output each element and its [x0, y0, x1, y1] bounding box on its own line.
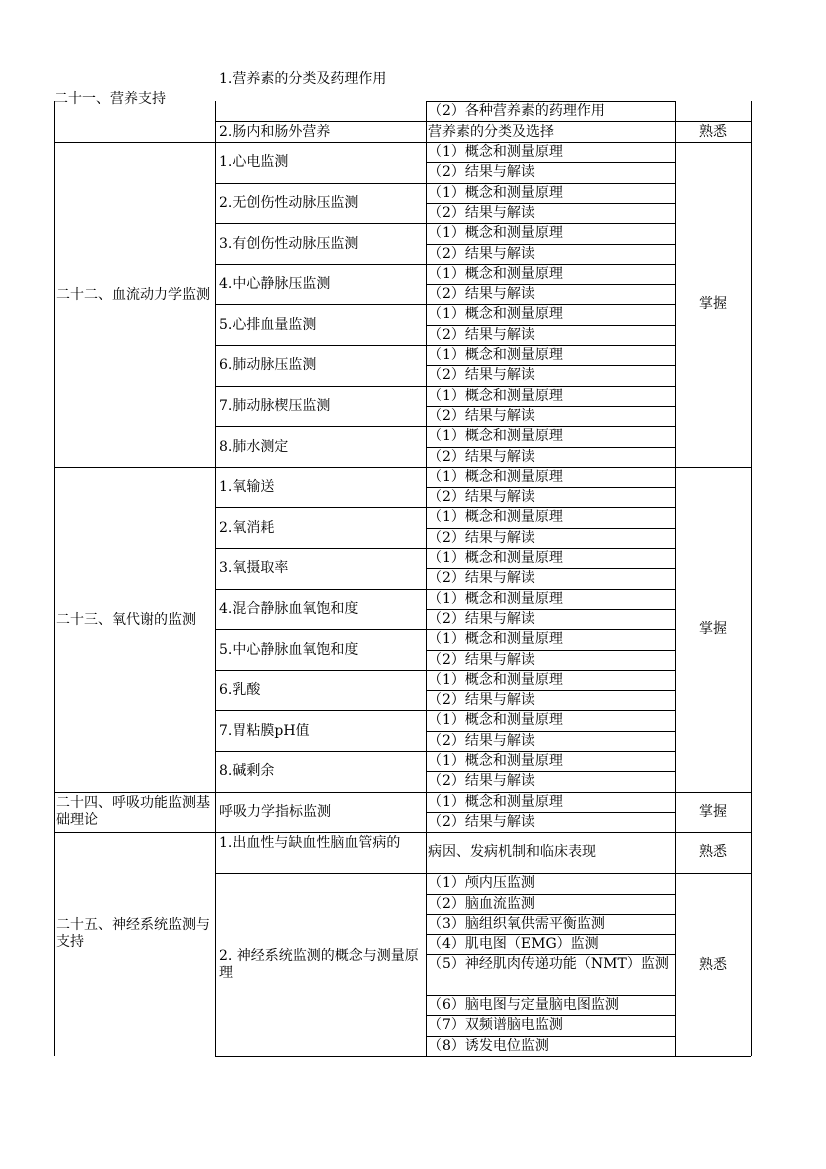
row-border — [215, 121, 751, 122]
column-border — [675, 467, 676, 792]
topic-name: 5.心排血量监测 — [219, 317, 317, 333]
row-border — [426, 934, 675, 935]
row-border — [426, 690, 675, 691]
item-text: （7）双频谱脑电监测 — [428, 1017, 563, 1033]
column-border — [751, 142, 752, 467]
topic-name: 呼吸力学指标监测 — [219, 804, 331, 820]
row-border — [426, 894, 675, 895]
column-border — [751, 467, 752, 792]
column-border — [54, 832, 55, 1056]
column-border — [426, 467, 427, 792]
row-border — [426, 325, 675, 326]
topic-name: 3.氧摄取率 — [219, 560, 289, 576]
item-text: （1）概念和测量原理 — [428, 672, 563, 688]
item-text: （1）概念和测量原理 — [428, 306, 563, 322]
column-border — [426, 142, 427, 467]
item-text: （1）概念和测量原理 — [428, 388, 563, 404]
column-border — [675, 832, 676, 1056]
section-title-clip — [54, 91, 215, 141]
row-border — [426, 1015, 675, 1016]
level-label: 掌握 — [699, 621, 727, 637]
topic-name: 2.无创伤性动脉压监测 — [219, 195, 359, 211]
column-border — [215, 832, 216, 1056]
topic-name: 1.氧输送 — [219, 479, 275, 495]
row-border — [215, 670, 675, 671]
row-border — [215, 629, 675, 630]
row-border — [426, 731, 675, 732]
item-text: （1）概念和测量原理 — [428, 550, 563, 566]
row-border — [426, 609, 675, 610]
section-title: 二十三、氧代谢的监测 — [56, 612, 196, 628]
topic-name: 1.营养素的分类及药理作用 — [219, 71, 387, 87]
row-border — [426, 162, 675, 163]
row-border — [426, 487, 675, 488]
row-border — [426, 995, 675, 996]
item-text: （2）结果与解读 — [428, 246, 535, 262]
row-border — [426, 812, 675, 813]
item-text: （1）概念和测量原理 — [428, 794, 563, 810]
row-border — [426, 447, 675, 448]
row-border — [215, 873, 751, 874]
section-title: 二十四、呼吸功能监测基础理论 — [56, 795, 210, 828]
row-border — [54, 142, 751, 143]
column-border — [54, 792, 55, 833]
item-text: （1）概念和测量原理 — [428, 225, 563, 241]
row-border — [215, 426, 675, 427]
item-text: （2）结果与解读 — [428, 408, 535, 424]
column-border — [751, 832, 752, 1056]
column-border — [215, 792, 216, 833]
topic-name: 2. 神经系统监测的概念与测量原理 — [219, 948, 419, 981]
column-border — [675, 142, 676, 467]
item-text: （2）结果与解读 — [428, 611, 535, 627]
item-text: （1）概念和测量原理 — [428, 509, 563, 525]
item-text: （2）结果与解读 — [428, 733, 535, 749]
item-text: （2）结果与解读 — [428, 205, 535, 221]
column-border — [751, 101, 752, 142]
column-border — [426, 792, 427, 833]
row-border — [215, 386, 675, 387]
item-text: （1）概念和测量原理 — [428, 347, 563, 363]
row-border — [426, 203, 675, 204]
section-title: 二十一、营养支持 — [54, 91, 166, 107]
row-border — [215, 264, 675, 265]
column-border — [675, 101, 676, 142]
item-text: （2）结果与解读 — [428, 570, 535, 586]
row-border — [426, 914, 675, 915]
item-text: （1）概念和测量原理 — [428, 631, 563, 647]
item-text: （3）脑组织氧供需平衡监测 — [428, 916, 605, 932]
item-text: （1）概念和测量原理 — [428, 591, 563, 607]
item-text: 营养素的分类及选择 — [428, 124, 554, 140]
section-title: 二十二、血流动力学监测 — [56, 287, 210, 303]
column-border — [675, 792, 676, 833]
row-border — [215, 589, 675, 590]
row-border — [426, 284, 675, 285]
item-text: （1）概念和测量原理 — [428, 753, 563, 769]
topic-name: 5.中心静脉血氧饱和度 — [219, 642, 359, 658]
level-label: 掌握 — [699, 804, 727, 820]
topic-name: 1.心电监测 — [219, 154, 289, 170]
topic-name: 2.氧消耗 — [219, 520, 275, 536]
topic-name: 7.肺动脉楔压监测 — [219, 398, 331, 414]
column-border — [215, 142, 216, 467]
row-border — [426, 771, 675, 772]
topic-name: 1.出血性与缺血性脑血管病的 — [219, 835, 401, 851]
row-border — [215, 223, 675, 224]
row-border — [426, 1036, 675, 1037]
item-text: （2）结果与解读 — [428, 692, 535, 708]
column-border — [426, 832, 427, 1056]
column-border — [54, 467, 55, 792]
item-text: （1）颅内压监测 — [428, 875, 535, 891]
item-text: （1）概念和测量原理 — [428, 469, 563, 485]
item-text: （8）诱发电位监测 — [428, 1038, 549, 1054]
column-border — [426, 101, 427, 142]
level-label: 熟悉 — [699, 124, 727, 140]
column-border — [54, 101, 55, 142]
item-text: （6）脑电图与定量脑电图监测 — [428, 997, 619, 1013]
topic-name: 8.肺水测定 — [219, 439, 289, 455]
item-text: （1）概念和测量原理 — [428, 712, 563, 728]
row-border — [215, 548, 675, 549]
column-border — [215, 101, 216, 142]
item-text: （2）结果与解读 — [428, 327, 535, 343]
row-border — [215, 345, 675, 346]
topic-name: 8.碱剩余 — [219, 763, 275, 779]
column-border — [751, 792, 752, 833]
item-text: （1）概念和测量原理 — [428, 428, 563, 444]
level-label: 掌握 — [699, 296, 727, 312]
column-border — [215, 467, 216, 792]
row-border — [215, 304, 675, 305]
item-text: （2）结果与解读 — [428, 449, 535, 465]
topic-name: 4.中心静脉压监测 — [219, 276, 331, 292]
topic-clip — [215, 71, 426, 121]
section-title: 二十五、神经系统监测与支持 — [56, 917, 210, 950]
row-border — [426, 244, 675, 245]
level-label: 熟悉 — [699, 957, 727, 973]
item-text: （1）概念和测量原理 — [428, 144, 563, 160]
row-border — [215, 710, 675, 711]
row-border — [426, 568, 675, 569]
row-border — [426, 365, 675, 366]
topic-name: 6.肺动脉压监测 — [219, 357, 317, 373]
item-text: （2）结果与解读 — [428, 530, 535, 546]
item-text: （2）结果与解读 — [428, 773, 535, 789]
item-text: （2）结果与解读 — [428, 286, 535, 302]
row-border — [215, 751, 675, 752]
row-border — [426, 101, 675, 102]
row-border — [426, 528, 675, 529]
row-border — [426, 954, 675, 955]
row-border — [426, 406, 675, 407]
item-text: （2）脑血流监测 — [428, 896, 535, 912]
item-text: （2）结果与解读 — [428, 652, 535, 668]
item-text: （2）各种营养素的药理作用 — [428, 103, 605, 119]
item-text: （2）结果与解读 — [428, 489, 535, 505]
item-text: （1）概念和测量原理 — [428, 185, 563, 201]
item-text: （2）结果与解读 — [428, 814, 535, 830]
topic-name: 7.胃粘膜pH值 — [219, 723, 310, 739]
item-text: （1）概念和测量原理 — [428, 266, 563, 282]
topic-name: 2.肠内和肠外营养 — [219, 124, 331, 140]
item-text: （2）结果与解读 — [428, 164, 535, 180]
item-text: （4）肌电图（EMG）监测 — [428, 936, 599, 952]
topic-name: 3.有创伤性动脉压监测 — [219, 236, 359, 252]
topic-name: 4.混合静脉血氧饱和度 — [219, 601, 359, 617]
row-border — [215, 183, 675, 184]
row-border — [215, 1056, 751, 1057]
row-border — [215, 507, 675, 508]
topic-name: 6.乳酸 — [219, 682, 261, 698]
item-text: 病因、发病机制和临床表现 — [428, 844, 596, 860]
column-border — [54, 142, 55, 467]
level-label: 熟悉 — [699, 844, 727, 860]
row-border — [54, 832, 751, 833]
row-border — [54, 467, 751, 468]
row-border — [54, 792, 751, 793]
item-text: （2）结果与解读 — [428, 367, 535, 383]
item-text: （5）神经肌肉传递功能（NMT）监测 — [428, 956, 669, 972]
row-border — [426, 650, 675, 651]
